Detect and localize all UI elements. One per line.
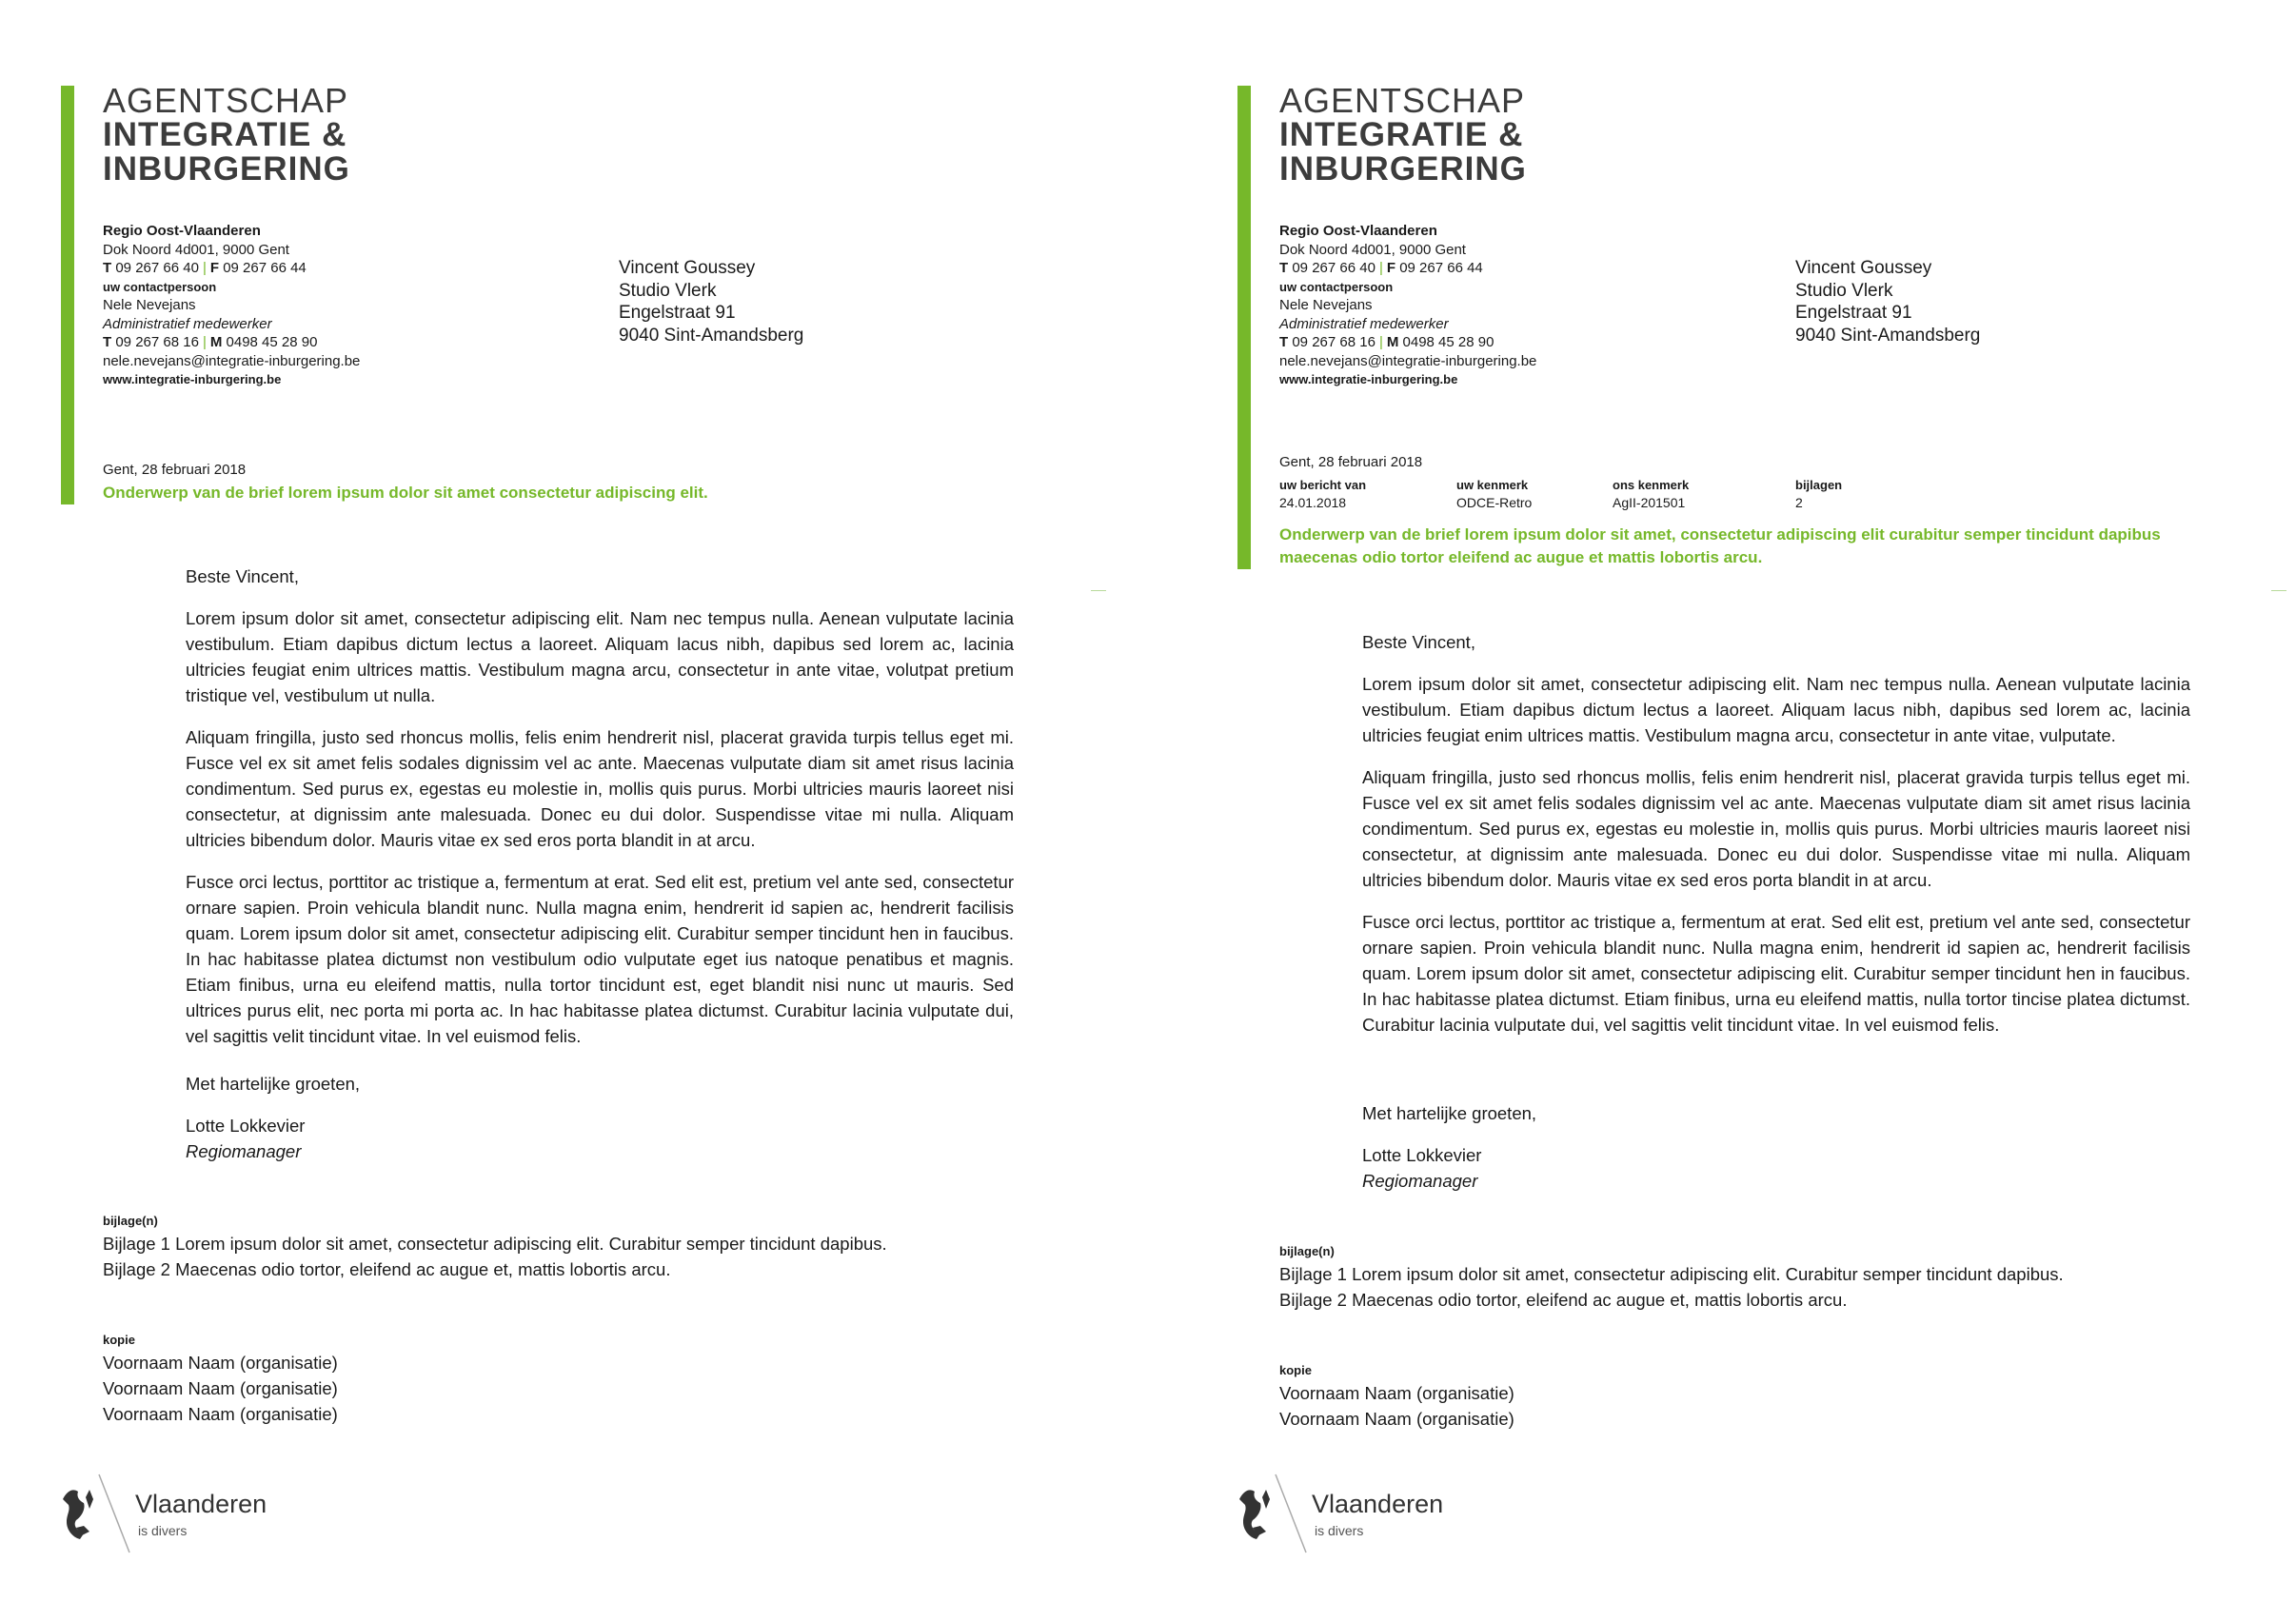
attachment-item: Bijlage 1 Lorem ipsum dolor sit amet, consectetur adipiscing elit. Curabitur semper tincidunt dapibus. xyxy=(1279,1264,2064,1284)
accent-bar xyxy=(61,86,74,504)
closing-block: Met hartelijke groeten, Lotte Lokkevier Regiomanager xyxy=(186,1071,360,1164)
letter-subject: Onderwerp van de brief lorem ipsum dolor sit amet, consectetur adipiscing elit curabitur semper tincidunt dapibus maecenas odio tortor eleifend ac augue et mattis lobortis arcu. xyxy=(1279,525,2161,566)
contact-label: uw contactpersoon xyxy=(1279,279,1394,294)
attachments-section: bijlage(n) Bijlage 1 Lorem ipsum dolor sit amet, consectetur adipiscing elit. Curabitur semper tincidunt dapibus. Bijlage 2 Maecenas odio tortor, eleifend ac augue et, mattis lobortis arcu. xyxy=(1279,1242,2064,1313)
copy-item: Voornaam Naam (organisatie) xyxy=(1279,1383,1514,1403)
attachment-item: Bijlage 2 Maecenas odio tortor, eleifend ac augue et, mattis lobortis arcu. xyxy=(103,1259,671,1279)
recipient-address: Vincent Goussey Studio Vlerk Engelstraat 91 9040 Sint-Amandsberg xyxy=(1795,258,1981,346)
letter-page-with-references xyxy=(1177,0,2296,1602)
copy-section: kopie Voornaam Naam (organisatie) Voornaam Naam (organisatie) xyxy=(1279,1361,1514,1432)
letter-body xyxy=(1362,629,2190,1054)
sender-address: Dok Noord 4d001, 9000 Gent xyxy=(1279,241,1466,258)
attachment-item: Bijlage 2 Maecenas odio tortor, eleifend ac augue et, mattis lobortis arcu. xyxy=(1279,1290,1848,1310)
closing-block: Met hartelijke groeten, Lotte Lokkevier Regiomanager xyxy=(1362,1100,1536,1194)
contact-label: uw contactpersoon xyxy=(103,279,217,294)
agency-logo: AGENTSCHAP INTEGRATIE & INBURGERING xyxy=(103,81,350,188)
sender-phones: T 09 267 66 40 | F 09 267 66 44 xyxy=(1279,260,1483,276)
signer-name: Lotte Lokkevier xyxy=(186,1116,306,1136)
attachments-section: bijlage(n) Bijlage 1 Lorem ipsum dolor sit amet, consectetur adipiscing elit. Curabitur semper tincidunt dapibus. Bijlage 2 Maecenas odio tortor, eleifend ac augue et, mattis lobortis arcu. xyxy=(103,1212,887,1282)
salutation: Beste Vincent, xyxy=(186,566,299,586)
contact-email: nele.nevejans@integratie-inburgering.be xyxy=(1279,352,1537,369)
letter-date: Gent, 28 februari 2018 xyxy=(1279,454,1423,470)
contact-phones: T 09 267 68 16 | M 0498 45 28 90 xyxy=(103,334,318,350)
letter-subject: Onderwerp van de brief lorem ipsum dolor sit amet consectetur adipiscing elit. xyxy=(103,484,708,502)
signer-role: Regiomanager xyxy=(1362,1171,1478,1191)
website: www.integratie-inburgering.be xyxy=(103,372,282,386)
sender-address: Dok Noord 4d001, 9000 Gent xyxy=(103,241,289,258)
agency-logo: AGENTSCHAP INTEGRATIE & INBURGERING xyxy=(1279,81,1527,188)
vlaanderen-logo: Vlaanderen is divers xyxy=(1234,1471,1462,1556)
attachment-item: Bijlage 1 Lorem ipsum dolor sit amet, consectetur adipiscing elit. Curabitur semper tincidunt dapibus. xyxy=(103,1234,887,1254)
paragraph: Fusce orci lectus, porttitor ac tristique a, fermentum at erat. Sed elit est, pretium vel ante sed, consectetur ornare sapien. Proin vehicula blandit nunc. Nulla magna enim, hendrerit id sapien ac, hendrerit facilisis quam. Lorem ipsum dolor sit amet, consectetur adipiscing elit. Curabitur semper tincidunt hen in faucibus. In hac habitasse platea dictumst non vestibulum odio vulputate eget ius natoque penatibus et magnis. Etiam finibus, urna eu eleifend mattis, nulla tortor tincidunt est, eget blandit nisi nunc ut mauris. Sed ultrices purus elit, nec porta mi porta ac. In hac habitasse platea dictumst. Curabitur lacinia vulputate dui, vel sagittis velit tincidunt vitae. In vel euismod felis. xyxy=(186,872,1014,1046)
flemish-lion-icon xyxy=(57,1471,133,1556)
accent-bar xyxy=(1237,86,1251,569)
copy-section: kopie Voornaam Naam (organisatie) Voornaam Naam (organisatie) Voornaam Naam (organisatie) xyxy=(103,1331,338,1427)
ref-column: uw kenmerk ODCE-Retro xyxy=(1456,478,1533,510)
paragraph: Lorem ipsum dolor sit amet, consectetur adipiscing elit. Nam nec tempus nulla. Aenean vulputate lacinia vestibulum. Etiam dapibus dictum lectus a laoreet. Aliquam lacus nibh, dapibus sed lorem ac, lacinia ultricies feugiat enim ultrices mattis. Vestibulum magna arcu, consectetur in ante vitae, volutpat pretium tristique vel, vestibulum ut nulla. xyxy=(186,608,1014,705)
website: www.integratie-inburgering.be xyxy=(1279,372,1458,386)
paragraph: Lorem ipsum dolor sit amet, consectetur adipiscing elit. Nam nec tempus nulla. Aenean vulputate lacinia vestibulum. Etiam dapibus dictum lectus a laoreet. Aliquam lacus nibh, dapibus sed lorem ac, lacinia ultricies feugiat enim ultrices mattis. Vestibulum magna arcu, consectetur in ante vitae, vulputate. xyxy=(1362,674,2190,745)
contact-email: nele.nevejans@integratie-inburgering.be xyxy=(103,352,361,369)
fold-mark xyxy=(1091,590,1106,591)
contact-name: Nele Nevejans xyxy=(103,297,196,313)
salutation: Beste Vincent, xyxy=(1362,632,1475,652)
flemish-lion-icon xyxy=(1234,1471,1310,1556)
recipient-address: Vincent Goussey Studio Vlerk Engelstraat 91 9040 Sint-Amandsberg xyxy=(619,258,804,346)
ref-column: ons kenmerk AgII-201501 xyxy=(1613,478,1690,510)
ref-column: uw bericht van 24.01.2018 xyxy=(1279,478,1367,510)
paragraph: Aliquam fringilla, justo sed rhoncus mollis, felis enim hendrerit nisl, placerat gravida turpis tellus eget mi. Fusce vel ex sit amet felis sodales dignissim vel ac ante. Maecenas vulputate diam sit amet risus lacinia condimentum. Sed purus ex, egestas eu molestie in, mollis quis purus. Morbi ultricies mauris laoreet nisi consectetur, at dignissim ante malesuada. Donec eu dui dolor. Suspendisse vitae mi nulla. Aliquam ultricies bibendum dolor. Mauris vitae ex sed eros porta blandit in at arcu. xyxy=(186,727,1014,850)
paragraph: Fusce orci lectus, porttitor ac tristique a, fermentum at erat. Sed elit est, pretium vel ante sed, consectetur ornare sapien. Proin vehicula blandit nunc. Nulla magna enim, hendrerit id sapien ac, hendrerit facilisis quam. Lorem ipsum dolor sit amet, consectetur adipiscing elit. Curabitur semper tincidunt hen in faucibus. In hac habitasse platea dictumst. Etiam finibus, urna eu eleifend mattis, nulla tortor tincise platea dictumst. Curabitur lacinia vulputate dui, vel sagittis velit tincidunt vitae. In vel euismod felis. xyxy=(1362,912,2190,1035)
signer-role: Regiomanager xyxy=(186,1141,302,1161)
region-name: Regio Oost-Vlaanderen xyxy=(103,223,261,239)
letter-date: Gent, 28 februari 2018 xyxy=(103,462,247,478)
contact-name: Nele Nevejans xyxy=(1279,297,1373,313)
copy-item: Voornaam Naam (organisatie) xyxy=(103,1353,338,1373)
sender-block xyxy=(1279,222,1536,389)
contact-role: Administratief medewerker xyxy=(1279,315,1449,332)
signer-name: Lotte Lokkevier xyxy=(1362,1145,1482,1165)
fold-mark xyxy=(2271,590,2286,591)
vlaanderen-logo: Vlaanderen is divers xyxy=(57,1471,286,1556)
copy-item: Voornaam Naam (organisatie) xyxy=(103,1378,338,1398)
ref-column: bijlagen 2 xyxy=(1795,478,1843,510)
sender-phones: T 09 267 66 40 | F 09 267 66 44 xyxy=(103,260,307,276)
paragraph: Aliquam fringilla, justo sed rhoncus mollis, felis enim hendrerit nisl, placerat gravida turpis tellus eget mi. Fusce vel ex sit amet felis sodales dignissim vel ac ante. Maecenas vulputate diam sit amet risus lacinia condimentum. Sed purus ex, egestas eu molestie in, mollis quis purus. Morbi ultricies mauris laoreet nisi consectetur, at dignissim ante malesuada. Donec eu dui dolor. Suspendisse vitae mi nulla. Aliquam ultricies bibendum dolor. Mauris vitae ex sed eros porta blandit in at arcu. xyxy=(1362,767,2190,890)
region-name: Regio Oost-Vlaanderen xyxy=(1279,223,1437,239)
contact-phones: T 09 267 68 16 | M 0498 45 28 90 xyxy=(1279,334,1494,350)
copy-item: Voornaam Naam (organisatie) xyxy=(1279,1409,1514,1429)
contact-role: Administratief medewerker xyxy=(103,315,272,332)
letter-body xyxy=(186,564,1014,1065)
sender-block xyxy=(103,222,360,389)
copy-item: Voornaam Naam (organisatie) xyxy=(103,1404,338,1424)
